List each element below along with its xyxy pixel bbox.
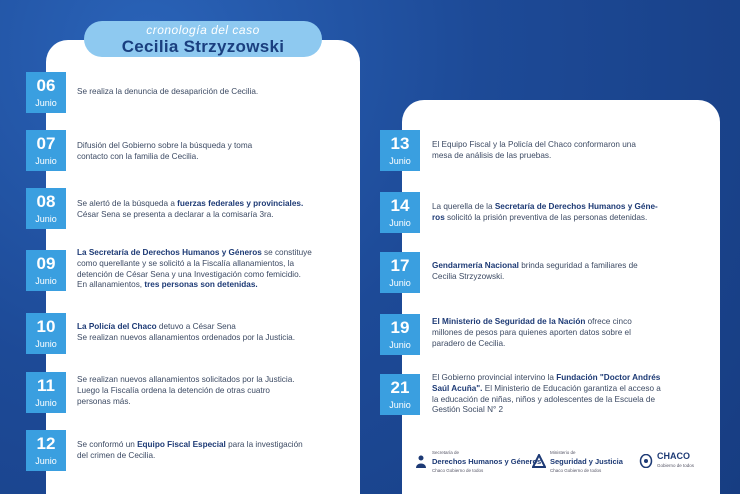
entry-line: contacto con la familia de Cecilia. <box>77 151 199 161</box>
entry-line: En allanamientos, tres personas son detenidas. <box>77 280 258 290</box>
entry-line: Gendarmería Nacional brinda seguridad a familiares de <box>432 261 638 270</box>
entry-text <box>77 141 337 163</box>
logo-name: Derechos Humanos y Géneros <box>432 456 542 466</box>
entry-line: Luego la Fiscalía ordena la detención de otras cuatro <box>77 385 270 395</box>
date-day: 19 <box>390 318 410 337</box>
entry-line: El Gobierno provincial intervino la Fundación "Doctor Andrés <box>432 373 661 382</box>
entry-line: Saúl Acuña". El Ministerio de Educación garantiza el acceso a <box>432 383 661 393</box>
entry-text <box>77 87 337 98</box>
date-month: Junio <box>389 156 411 166</box>
entry-text <box>77 248 342 291</box>
date-box <box>26 313 66 354</box>
date-month: Junio <box>389 218 411 228</box>
logo-small-top: Secretaría de <box>432 449 460 455</box>
triangle-icon <box>532 454 546 468</box>
entry-line: La Secretaría de Derechos Humanos y Géneros se constituye <box>77 248 312 257</box>
date-day: 08 <box>36 192 56 211</box>
logo-seguridad-justicia <box>532 446 623 476</box>
date-day: 14 <box>390 196 410 215</box>
date-day: 06 <box>36 76 56 95</box>
date-day: 12 <box>36 434 56 453</box>
date-month: Junio <box>35 156 57 166</box>
footer-logos <box>414 446 714 476</box>
date-box <box>380 374 420 415</box>
entry-line: Se realizan nuevos allanamientos ordenados por la Justicia. <box>77 332 296 342</box>
entry-line: La Policía del Chaco detuvo a César Sena <box>77 322 236 331</box>
entry-line: ros solicitó la prisión preventiva de las personas detenidas. <box>432 212 648 222</box>
logo-small-bottom: Chaco Gobierno de todos <box>550 467 602 473</box>
date-box <box>380 314 420 355</box>
emblem-icon <box>639 454 653 468</box>
entry-text <box>77 322 339 344</box>
shield-icon <box>414 454 428 468</box>
entry-line: El Equipo Fiscal y la Policía del Chaco conformaron una <box>432 140 636 149</box>
date-month: Junio <box>389 340 411 350</box>
date-box <box>26 250 66 291</box>
entry-line: Se realizan nuevos allanamientos solicitados por la Justicia. <box>77 375 295 384</box>
entry-line: Se conformó un Equipo Fiscal Especial para la investigación <box>77 440 303 449</box>
entry-line: Cecilia Strzyzowski. <box>432 271 505 281</box>
date-month: Junio <box>389 400 411 410</box>
entry-line: detención de César Sena y una Investigación como femicidio. <box>77 269 301 279</box>
date-day: 11 <box>37 376 55 395</box>
date-day: 17 <box>390 256 410 275</box>
date-box <box>26 372 66 413</box>
date-month: Junio <box>35 339 57 349</box>
entry-text <box>77 440 339 462</box>
date-month: Junio <box>35 276 57 286</box>
entry-line: El Ministerio de Seguridad de la Nación ofrece cinco <box>432 317 632 326</box>
entry-line: Se realiza la denuncia de desaparición de Cecilia. <box>77 87 259 96</box>
date-box <box>380 130 420 171</box>
date-box <box>26 188 66 229</box>
entry-line: Gestión Social N° 2 <box>432 405 504 415</box>
entry-text <box>77 199 339 221</box>
logo-name: Seguridad y Justicia <box>550 456 623 466</box>
date-box <box>380 252 420 293</box>
date-month: Junio <box>35 456 57 466</box>
entry-text <box>432 317 717 349</box>
title-banner <box>84 21 322 57</box>
date-month: Junio <box>35 214 57 224</box>
logo-chaco <box>639 446 694 476</box>
entry-text <box>77 375 339 407</box>
logo-small-top: Ministerio de <box>550 449 576 455</box>
entry-line: la educación de niñas, niños y adolescentes de la Escuela de <box>432 394 656 404</box>
entry-text <box>432 202 717 224</box>
entry-text <box>432 373 717 416</box>
date-month: Junio <box>389 278 411 288</box>
entry-line: mesa de análisis de las pruebas. <box>432 150 552 160</box>
entry-line: del crimen de Cecilia. <box>77 450 156 460</box>
date-day: 13 <box>390 134 410 153</box>
date-day: 07 <box>36 134 56 153</box>
date-day: 21 <box>390 378 410 397</box>
logo-name: CHACO <box>657 451 690 461</box>
date-box <box>26 72 66 113</box>
date-month: Junio <box>35 398 57 408</box>
date-month: Junio <box>35 98 57 108</box>
logo-small-bottom: Chaco Gobierno de todos <box>432 467 484 473</box>
date-box <box>26 430 66 471</box>
date-box <box>380 192 420 233</box>
entry-line: paradero de Cecilia. <box>432 338 506 348</box>
entry-line: Difusión del Gobierno sobre la búsqueda y toma <box>77 141 253 150</box>
entry-text <box>432 140 717 162</box>
entry-line: La querella de la Secretaría de Derechos Humanos y Géne- <box>432 202 658 211</box>
date-box <box>26 130 66 171</box>
entry-line: César Sena se presenta a declarar a la comisaría 3ra. <box>77 209 274 219</box>
entry-line: como querellante y se solicitó a la Fiscalía allanamientos, la <box>77 258 295 268</box>
entry-line: millones de pesos para quienes aporten datos sobre el <box>432 327 631 337</box>
date-day: 09 <box>36 254 56 273</box>
title-subtitle: cronología del caso <box>146 23 260 37</box>
entry-line: Se alertó de la búsqueda a fuerzas federales y provinciales. <box>77 199 304 208</box>
title-name: Cecilia Strzyzowski <box>121 37 285 56</box>
entry-line: personas más. <box>77 396 131 406</box>
date-day: 10 <box>36 317 56 336</box>
entry-text <box>432 261 717 283</box>
logo-derechos-humanos <box>414 446 541 476</box>
logo-small-bottom: Gobierno de todos <box>657 463 695 468</box>
